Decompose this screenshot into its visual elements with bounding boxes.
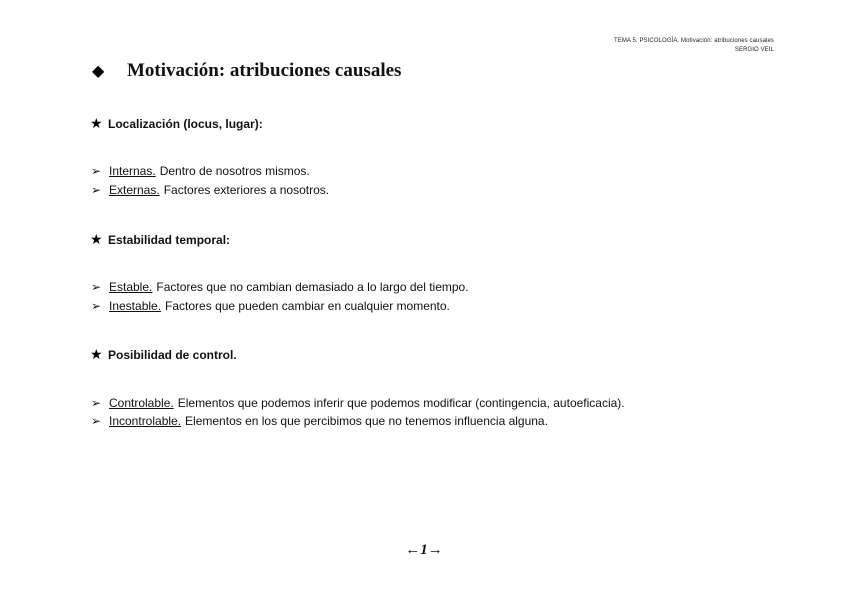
section-heading-estabilidad	[90, 232, 230, 248]
list-item-term: Internas.	[109, 164, 156, 178]
list-item	[91, 413, 548, 429]
list-item-text: Factores exteriores a nosotros.	[163, 183, 330, 197]
section-heading-text: Posibilidad de control.	[108, 348, 237, 362]
list-item-text: Elementos en los que percibimos que no tenemos influencia alguna.	[185, 414, 548, 428]
arrow-icon: ➢	[91, 183, 102, 197]
list-item	[91, 395, 625, 411]
arrow-icon: ➢	[91, 280, 102, 294]
list-item-text: Elementos que podemos inferir que podemos modificar (contingencia, autoeficacia).	[177, 396, 625, 410]
diamond-icon: ◆	[92, 61, 105, 80]
list-item-text: Dentro de nosotros mismos.	[159, 164, 310, 178]
page-number: ←1→	[405, 542, 443, 558]
header-author: SERGIO VEIL	[734, 47, 774, 53]
list-item-text: Factores que pueden cambiar en cualquier momento.	[165, 299, 450, 313]
list-item	[91, 163, 310, 179]
section-heading-text: Estabilidad temporal:	[108, 233, 231, 247]
list-item	[91, 279, 469, 295]
header-topic: TEMA 5. PSICOLOGÍA. Motivación: atribuciones causales	[613, 38, 774, 44]
arrow-icon: ➢	[91, 414, 102, 428]
list-item-text: Factores que no cambian demasiado a lo largo del tiempo.	[156, 280, 469, 294]
star-icon: ★	[90, 347, 103, 363]
arrow-icon: ➢	[91, 164, 102, 178]
star-icon: ★	[90, 116, 103, 132]
list-item-term: Incontrolable.	[109, 414, 182, 428]
document-header	[614, 37, 774, 55]
list-item	[91, 182, 329, 198]
section-heading-text: Localización (locus, lugar):	[108, 117, 263, 131]
list-item-term: Inestable.	[109, 299, 162, 313]
section-heading-localizacion	[90, 116, 263, 132]
arrow-icon: ➢	[91, 299, 102, 313]
star-icon: ★	[90, 232, 103, 248]
list-item	[91, 298, 450, 314]
arrow-icon: ➢	[91, 396, 102, 410]
list-item-term: Externas.	[109, 183, 160, 197]
list-item-term: Controlable.	[109, 396, 174, 410]
section-heading-control	[90, 347, 237, 363]
list-item-term: Estable.	[109, 280, 153, 294]
page-title	[92, 59, 401, 83]
page-title-text: Motivación: atribuciones causales	[127, 60, 402, 81]
